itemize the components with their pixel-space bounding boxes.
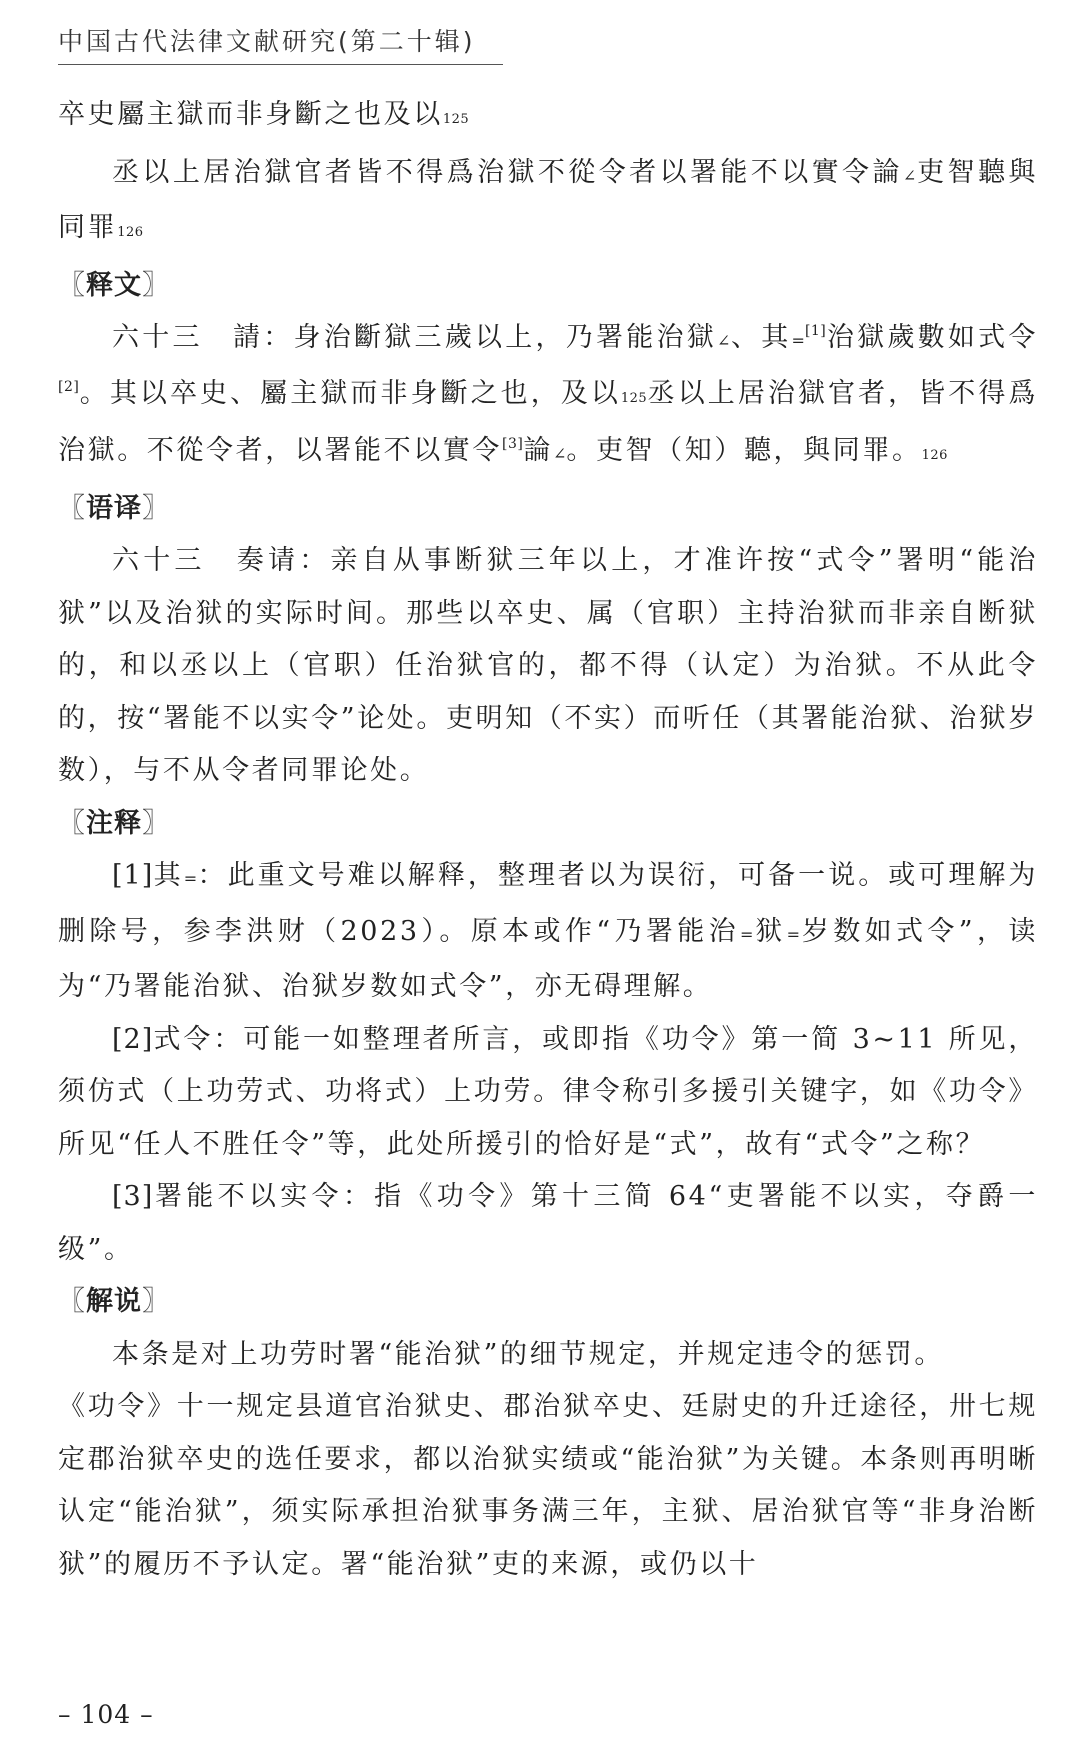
original-text-line-2: 丞以上居治獄官者皆不得爲治獄不從令者以署能不以實令論∠吏智聽與同罪126 <box>58 156 1038 243</box>
section-heading-jieshuo: 〖解说〗 <box>58 1286 170 1317</box>
running-header: 中国古代法律文献研究(第二十辑) <box>58 22 503 65</box>
slip-number: 126 <box>921 448 948 463</box>
duplication-mark: = <box>786 924 801 944</box>
page <box>58 22 1038 1591</box>
yuyi-paragraph: 六十三 奏请：亲自从事断狱三年以上，才准许按“式令”署明“能治狱”以及治狱的实际时间。那些以卒史、属（官职）主持治狱而非亲自断狱的，和以丞以上（官职）任治狱官的，都不得（认定）为治狱。不从此令的，按“署能不以实令”论处。吏明知（不实）而听任（其署能治狱、治狱岁数），与不从令者同罪论处。 <box>58 545 1039 786</box>
note-number: [3] <box>112 1181 154 1212</box>
original-text-line-1: 卒史屬主獄而非身斷之也及以125 <box>58 99 470 130</box>
page-number: – 104 – <box>58 1700 154 1729</box>
note-2: [2]式令：可能一如整理者所言，或即指《功令》第一简 3~11 所见，须仿式（上功劳式、功将式）上功劳。律令称引多援引关键字，如《功令》所见“任人不胜任令”等，此处所援引的恰好是“式”，故有“式令”之称？ <box>58 1023 1038 1160</box>
footnote-ref-2: [2] <box>58 378 80 395</box>
note-number: [2] <box>112 1023 154 1055</box>
section-heading-shiwen: 〖释文〗 <box>58 269 170 301</box>
note-1: [1]其=：此重文号难以解释，整理者以为误衍，可备一说。或可理解为删除号，参李洪财（2023）。原本或作“乃署能治=狱=岁数如式令”，读为“乃署能治狱、治狱岁数如式令”，亦无碍理解。 <box>58 860 1038 1002</box>
body-text <box>58 89 1038 1591</box>
jieshuo-paragraph-1: 本条是对上功劳时署“能治狱”的细节规定，并规定违令的惩罚。 <box>112 1338 945 1370</box>
hook-mark: ∠ <box>716 331 731 350</box>
slip-number: 125 <box>442 112 470 127</box>
duplication-mark: = <box>740 924 754 944</box>
shiwen-paragraph: 六十三 請：身治斷獄三歲以上，乃署能治獄∠、其=[1]治獄歲數如式令[2]。其以卒史、屬主獄而非身斷之也，及以125丞以上居治獄官者，皆不得爲治獄。不從令者，以署能不以實令[3]論∠。吏智（知）聽，與同罪。126 <box>58 322 1039 466</box>
hook-mark: ∠ <box>552 444 567 463</box>
duplication-mark: = <box>791 331 805 350</box>
footnote-ref-1: [1] <box>804 323 827 339</box>
hook-mark: ∠ <box>902 165 917 185</box>
section-heading-zhushi: 〖注释〗 <box>58 807 170 839</box>
duplication-mark: = <box>183 869 198 888</box>
note-3: [3]署能不以实令：指《功令》第十三简 64“吏署能不以实，夺爵一级”。 <box>58 1181 1038 1265</box>
section-heading-yuyi: 〖语译〗 <box>58 492 170 524</box>
slip-number: 126 <box>117 225 144 240</box>
slip-number: 125 <box>620 390 648 406</box>
footnote-ref-3: [3] <box>502 436 524 452</box>
jieshuo-paragraph-2: 《功令》十一规定县道官治狱史、郡治狱卒史、廷尉史的升迁途径，卅七规定郡治狱卒史的选任要求，都以治狱实绩或“能治狱”为关键。本条则再明晰认定“能治狱”，须实际承担治狱事务满三年，主狱、居治狱官等“非身治断狱”的履历不予认定。署“能治狱”吏的来源，或仍以十 <box>58 1391 1039 1580</box>
note-number: [1] <box>112 860 154 891</box>
